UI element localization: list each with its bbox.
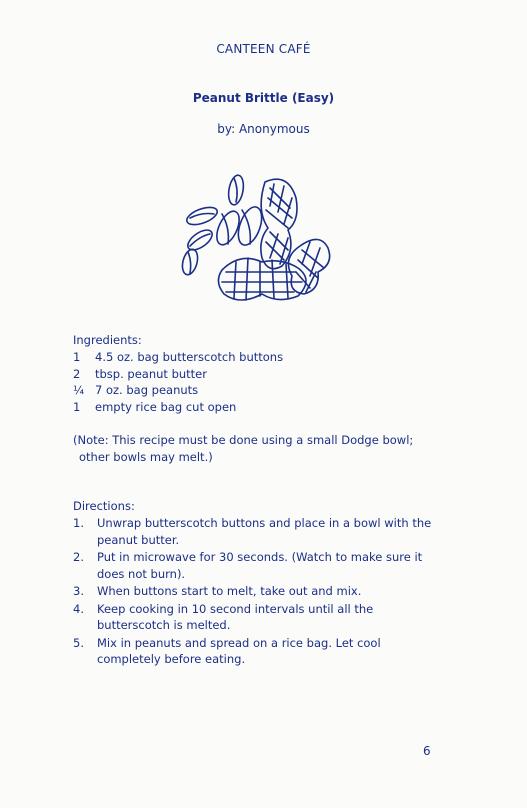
directions-heading: Directions: bbox=[73, 499, 135, 513]
direction-step bbox=[73, 515, 448, 548]
step-number: 5. bbox=[73, 635, 84, 650]
ingredients-list bbox=[73, 349, 453, 415]
step-number: 3. bbox=[73, 584, 84, 598]
recipe-title: Peanut Brittle (Easy) bbox=[192, 91, 335, 105]
ingredient-qty: 1 bbox=[73, 350, 81, 364]
direction-step bbox=[73, 601, 448, 634]
step-text: Put in microwave for 30 seconds. (Watch to make sure it does not burn). bbox=[97, 550, 423, 581]
ingredient-qty: ¼ bbox=[73, 383, 85, 397]
ingredient-text: 7 oz. bag peanuts bbox=[95, 383, 199, 397]
direction-step bbox=[73, 635, 448, 668]
ingredient-qty: 2 bbox=[73, 366, 81, 381]
ingredient-item bbox=[73, 399, 453, 416]
ingredient-text: tbsp. peanut butter bbox=[95, 366, 207, 381]
note-line-2: other bowls may melt.) bbox=[79, 449, 213, 464]
peanuts-illustration bbox=[170, 168, 340, 308]
step-text: When buttons start to melt, take out and mix. bbox=[97, 584, 362, 598]
step-text: Mix in peanuts and spread on a rice bag. Let cool completely before eating. bbox=[97, 635, 381, 666]
direction-step bbox=[73, 549, 448, 582]
ingredient-text: 4.5 oz. bag butterscotch buttons bbox=[95, 350, 284, 364]
ingredient-item bbox=[73, 349, 453, 366]
ingredient-item bbox=[73, 366, 453, 383]
ingredients-heading: Ingredients: bbox=[73, 333, 142, 347]
directions-list bbox=[73, 515, 448, 669]
ingredient-item bbox=[73, 382, 453, 399]
step-text: Keep cooking in 10 second intervals until all the butterscotch is melted. bbox=[97, 601, 374, 632]
step-number: 1. bbox=[73, 516, 84, 530]
step-number: 2. bbox=[73, 550, 84, 564]
page-number: 6 bbox=[423, 744, 431, 758]
note-line-1: (Note: This recipe must be done using a small Dodge bowl; bbox=[73, 433, 414, 447]
step-number: 4. bbox=[73, 601, 84, 616]
ingredient-text: empty rice bag cut open bbox=[95, 399, 237, 414]
ingredient-qty: 1 bbox=[73, 399, 81, 414]
direction-step bbox=[73, 583, 448, 600]
step-text: Unwrap butterscotch buttons and place in a bowl with the peanut butter. bbox=[97, 516, 432, 547]
cafe-header: CANTEEN CAFÉ bbox=[216, 42, 311, 56]
recipe-byline: by: Anonymous bbox=[217, 122, 310, 136]
recipe-note bbox=[73, 432, 453, 465]
